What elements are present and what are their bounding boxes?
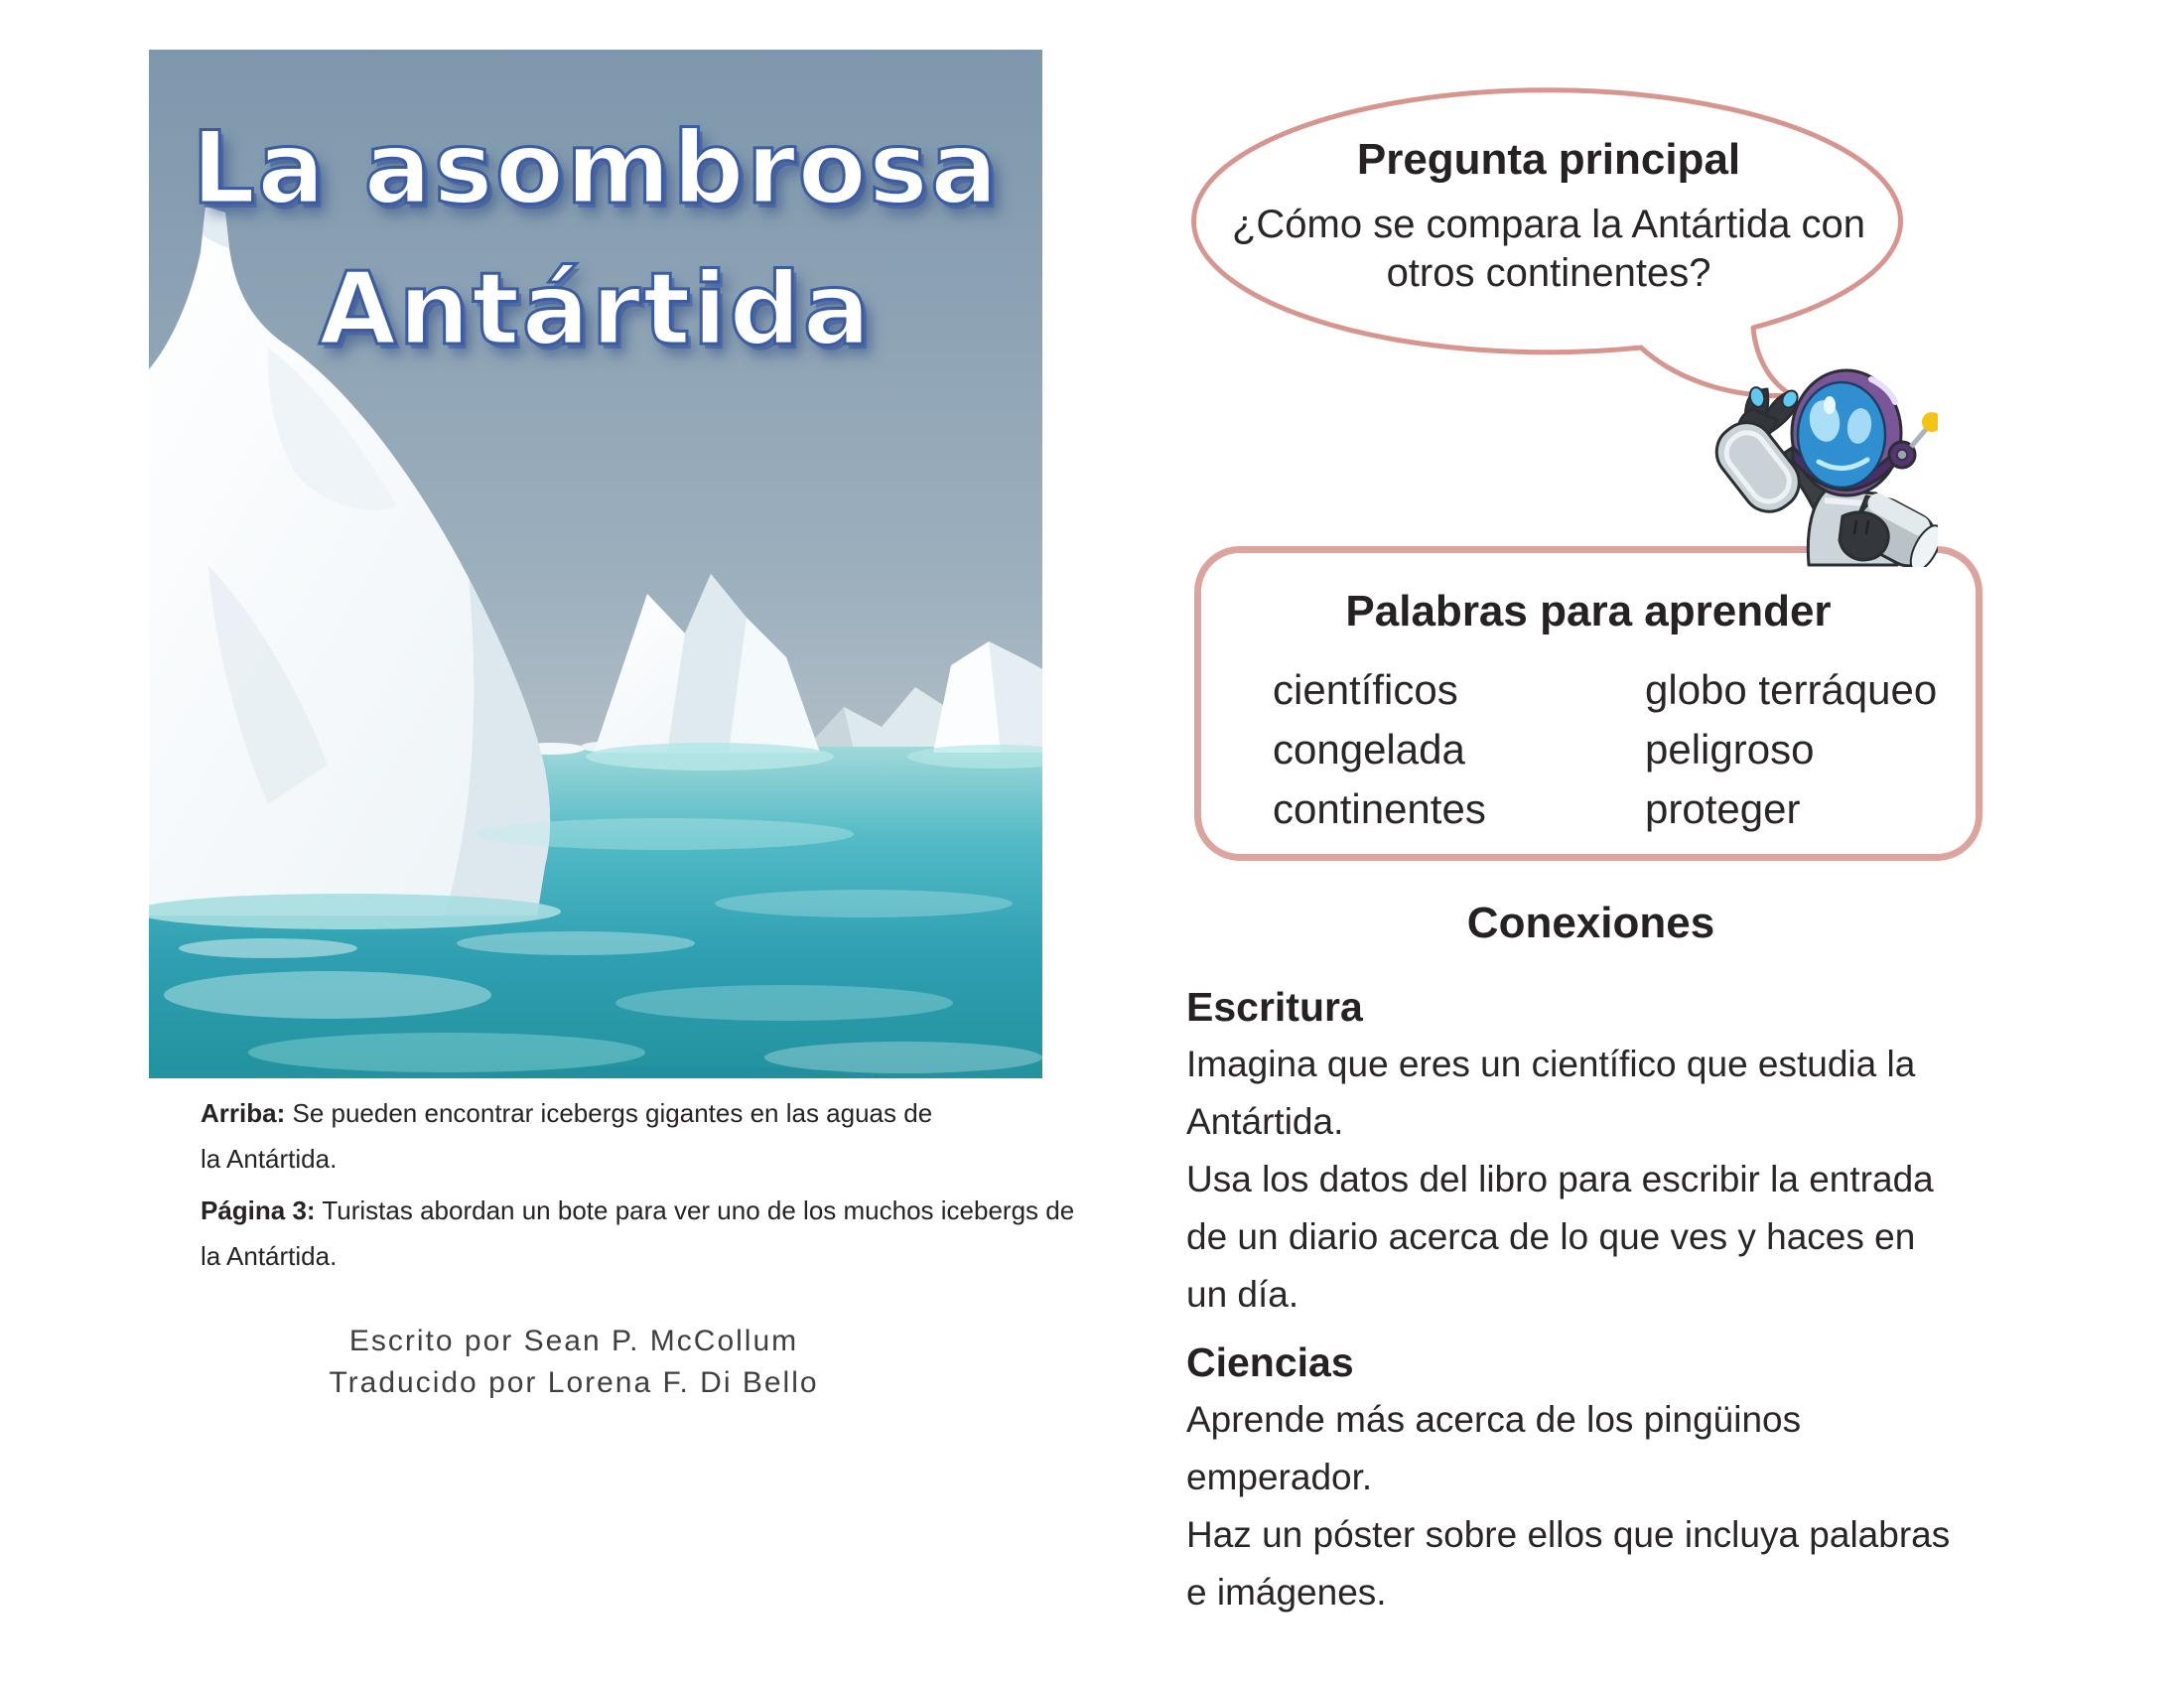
writing-line: un día. — [1186, 1274, 1299, 1315]
writing-line: de un diario acerca de lo que ves y haces en — [1186, 1216, 1916, 1257]
caption-arriba-line1: Se pueden encontrar icebergs gigantes en las aguas de — [292, 1098, 933, 1128]
author-credits — [177, 1321, 971, 1404]
vocab-word: continentes — [1273, 785, 1486, 832]
cover-title-line1: La asombrosa — [191, 109, 1001, 226]
writing-line: Antártida. — [1186, 1101, 1344, 1142]
credit-translator: Traducido por Lorena F. Di Bello — [329, 1366, 819, 1399]
caption-pagina3 — [201, 1188, 1154, 1279]
science-text — [1186, 1391, 1995, 1621]
credit-author: Escrito por Sean P. McCollum — [348, 1325, 799, 1357]
robot-mascot-icon — [1709, 363, 1938, 567]
cover-title — [149, 97, 1042, 379]
vocab-word: peligroso — [1645, 726, 1815, 773]
vocabulary-box-title: Palabras para aprender — [1345, 587, 1832, 635]
caption-arriba-label: Arriba: — [201, 1098, 286, 1128]
science-line: Aprende más acerca de los pingüinos — [1186, 1399, 1802, 1440]
vocab-word: proteger — [1645, 785, 1801, 832]
vocab-word: congelada — [1273, 726, 1465, 773]
science-line: Haz un póster sobre ellos que incluya palabras — [1186, 1514, 1951, 1555]
caption-pagina3-line2: la Antártida. — [201, 1241, 338, 1271]
science-heading: Ciencias — [1186, 1339, 1354, 1385]
bubble-question-line1: ¿Cómo se compara la Antártida con — [1231, 203, 1866, 246]
connections-section — [1186, 899, 1995, 1635]
writing-line: Imagina que eres un científico que estudia la — [1186, 1044, 1916, 1084]
caption-arriba — [201, 1090, 1154, 1182]
book-cover-image — [149, 50, 1042, 1078]
bubble-text — [1231, 135, 1866, 298]
vocab-word: científicos — [1273, 666, 1458, 713]
vocabulary-box — [1194, 546, 1982, 861]
caption-pagina3-line1: Turistas abordan un bote para ver uno de los muchos icebergs de — [322, 1196, 1075, 1225]
bubble-title: Pregunta principal — [1356, 135, 1741, 184]
caption-pagina3-label: Página 3: — [201, 1196, 316, 1225]
caption-arriba-line2: la Antártida. — [201, 1144, 338, 1174]
photo-captions — [201, 1090, 1154, 1285]
science-line: emperador. — [1186, 1457, 1373, 1497]
writing-text — [1186, 1036, 1995, 1324]
bubble-question-line2: otros continentes? — [1386, 251, 1711, 295]
vocab-word: globo terráqueo — [1645, 666, 1938, 713]
writing-heading: Escritura — [1186, 984, 1363, 1030]
cover-title-line2: Antártida — [319, 250, 873, 367]
connections-title: Conexiones — [1466, 899, 1715, 947]
writing-line: Usa los datos del libro para escribir la entrada — [1186, 1159, 1934, 1199]
science-line: e imágenes. — [1186, 1572, 1387, 1613]
vocabulary-word-list — [1201, 660, 1976, 839]
